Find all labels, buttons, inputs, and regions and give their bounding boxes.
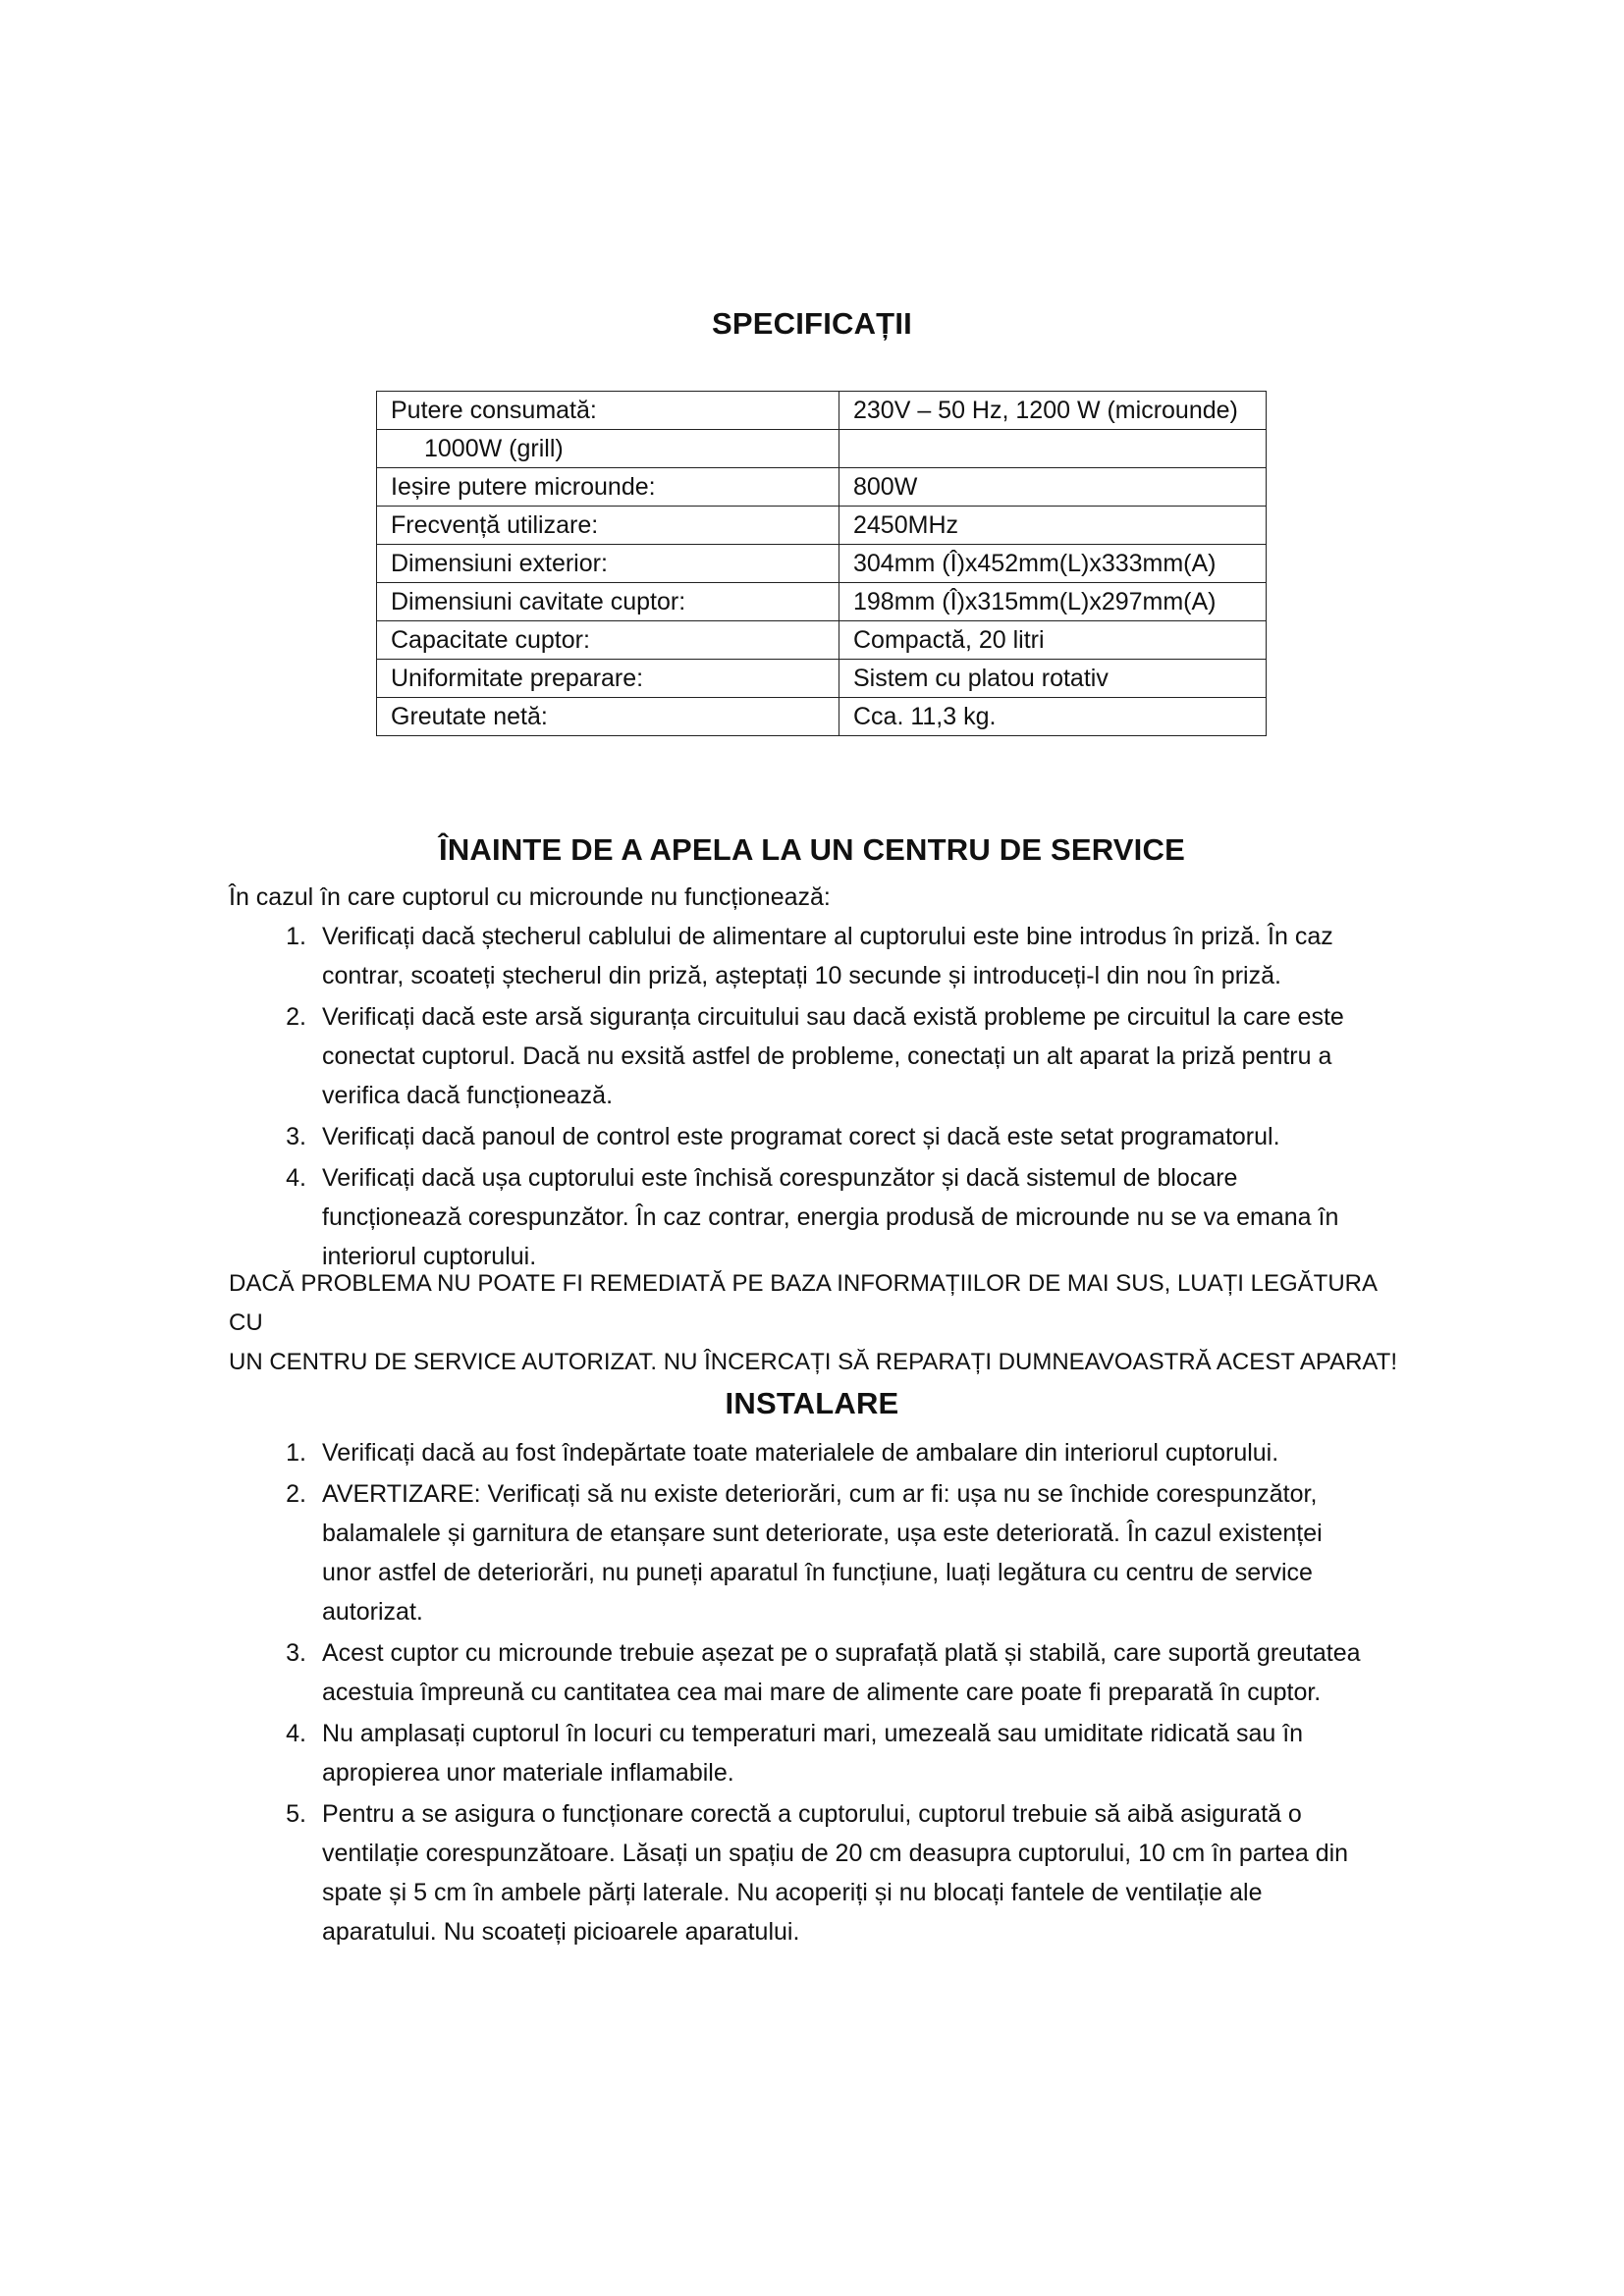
list-item (277, 917, 1386, 995)
spec-label: 1000W (grill) (377, 430, 839, 468)
spec-value: Sistem cu platou rotativ (839, 660, 1267, 698)
item-line: acestuia împreună cu cantitatea cea mai mare de alimente care poate fi preparată în cuptor. (322, 1679, 1322, 1706)
list-item (277, 1714, 1406, 1792)
item-line: apropierea unor materiale inflamabile. (322, 1759, 734, 1787)
installation-steps-list (277, 1433, 1406, 1953)
list-item (277, 1117, 1386, 1156)
service-heading: ÎNAINTE DE A APELA LA UN CENTRU DE SERVICE (439, 832, 1185, 867)
spec-label: Capacitate cuptor: (377, 621, 839, 660)
warning-line: DACĂ PROBLEMA NU POATE FI REMEDIATĂ PE BAZA INFORMAȚIILOR DE MAI SUS, LUAȚI LEGĂTURA CU (229, 1270, 1377, 1336)
item-number: 5. (286, 1800, 306, 1828)
table-row (377, 392, 1267, 430)
spec-value: 800W (839, 468, 1267, 507)
item-number: 2. (286, 1480, 306, 1508)
service-steps-list (277, 917, 1386, 1278)
spec-label: Ieșire putere microunde: (377, 468, 839, 507)
table-row (377, 545, 1267, 583)
list-item (277, 997, 1386, 1115)
item-number: 3. (286, 1639, 306, 1667)
table-row (377, 583, 1267, 621)
spec-value: Compactă, 20 litri (839, 621, 1267, 660)
spec-label: Dimensiuni exterior: (377, 545, 839, 583)
table-row (377, 660, 1267, 698)
item-number: 1. (286, 1439, 306, 1467)
item-line: conectat cuptorul. Dacă nu exsită astfel de probleme, conectați un alt aparat la priză pentru a (322, 1042, 1332, 1070)
item-line: Verificați dacă ștecherul cablului de alimentare al cuptorului este bine introdus în priză. În caz (322, 923, 1333, 950)
spec-value: 304mm (Î)x452mm(L)x333mm(A) (839, 545, 1267, 583)
list-item (277, 1794, 1406, 1951)
item-line: unor astfel de deteriorări, nu puneți aparatul în funcțiune, luați legătura cu centru de service (322, 1559, 1313, 1586)
spec-label: Uniformitate preparare: (377, 660, 839, 698)
item-line: AVERTIZARE: Verificați să nu existe deteriorări, cum ar fi: ușa nu se închide corespunzător, (322, 1480, 1318, 1508)
item-line: spate și 5 cm în ambele părți laterale. Nu acoperiți și nu blocați fantele de ventilație ale (322, 1879, 1263, 1906)
item-line: Verificați dacă au fost îndepărtate toate materialele de ambalare din interiorul cuptorului. (322, 1439, 1279, 1467)
service-intro: În cazul în care cuptorul cu microunde nu funcționează: (229, 883, 831, 911)
item-line: verifica dacă funcționează. (322, 1082, 614, 1109)
spec-value: 198mm (Î)x315mm(L)x297mm(A) (839, 583, 1267, 621)
spec-label: Frecvență utilizare: (377, 507, 839, 545)
item-line: balamalele și garnitura de etanșare sunt deteriorate, ușa este deteriorată. În cazul existenței (322, 1520, 1323, 1547)
table-row (377, 621, 1267, 660)
item-number: 4. (286, 1720, 306, 1747)
item-line: Verificați dacă panoul de control este programat corect și dacă este setat programatorul. (322, 1123, 1280, 1150)
item-line: Pentru a se asigura o funcționare corectă a cuptorului, cuptorul trebuie să aibă asigurată o (322, 1800, 1302, 1828)
item-line: Nu amplasați cuptorul în locuri cu temperaturi mari, umezeală sau umiditate ridicată sau în (322, 1720, 1304, 1747)
table-row (377, 507, 1267, 545)
spec-value (839, 430, 1267, 468)
list-item (277, 1474, 1406, 1631)
specifications-table (376, 391, 1267, 736)
spec-label: Putere consumată: (377, 392, 839, 430)
item-line: Acest cuptor cu microunde trebuie așezat pe o suprafață plată și stabilă, care suportă greutatea (322, 1639, 1361, 1667)
item-line: autorizat. (322, 1598, 423, 1626)
table-row (377, 698, 1267, 736)
item-number: 1. (286, 923, 306, 950)
warning-line: UN CENTRU DE SERVICE AUTORIZAT. NU ÎNCERCAȚI SĂ REPARAȚI DUMNEAVOASTRĂ ACEST APARAT! (229, 1349, 1397, 1375)
spec-value: 230V – 50 Hz, 1200 W (microunde) (839, 392, 1267, 430)
installation-heading: INSTALARE (725, 1386, 899, 1420)
item-line: contrar, scoateți ștecherul din priză, așteptați 10 secunde și introduceți-l din nou în priză. (322, 962, 1281, 989)
item-line: interiorul cuptorului. (322, 1243, 537, 1270)
item-number: 2. (286, 1003, 306, 1031)
list-item (277, 1433, 1406, 1472)
item-line: funcționează corespunzător. În caz contrar, energia produsă de microunde nu se va emana în (322, 1203, 1339, 1231)
list-item (277, 1633, 1406, 1712)
service-warning (229, 1264, 1407, 1382)
spec-label: Greutate netă: (377, 698, 839, 736)
list-item (277, 1158, 1386, 1276)
table-row (377, 430, 1267, 468)
item-line: ventilație corespunzătoare. Lăsați un spațiu de 20 cm deasupra cuptorului, 10 cm în partea din (322, 1840, 1349, 1867)
spec-value: 2450MHz (839, 507, 1267, 545)
item-number: 4. (286, 1164, 306, 1192)
spec-value: Cca. 11,3 kg. (839, 698, 1267, 736)
spec-label: Dimensiuni cavitate cuptor: (377, 583, 839, 621)
item-line: Verificați dacă ușa cuptorului este închisă corespunzător și dacă sistemul de blocare (322, 1164, 1238, 1192)
item-line: Verificați dacă este arsă siguranța circuitului sau dacă există probleme pe circuitul la care este (322, 1003, 1344, 1031)
specifications-heading: SPECIFICAȚII (712, 306, 912, 341)
item-line: aparatului. Nu scoateți picioarele aparatului. (322, 1918, 800, 1946)
table-row (377, 468, 1267, 507)
item-number: 3. (286, 1123, 306, 1150)
